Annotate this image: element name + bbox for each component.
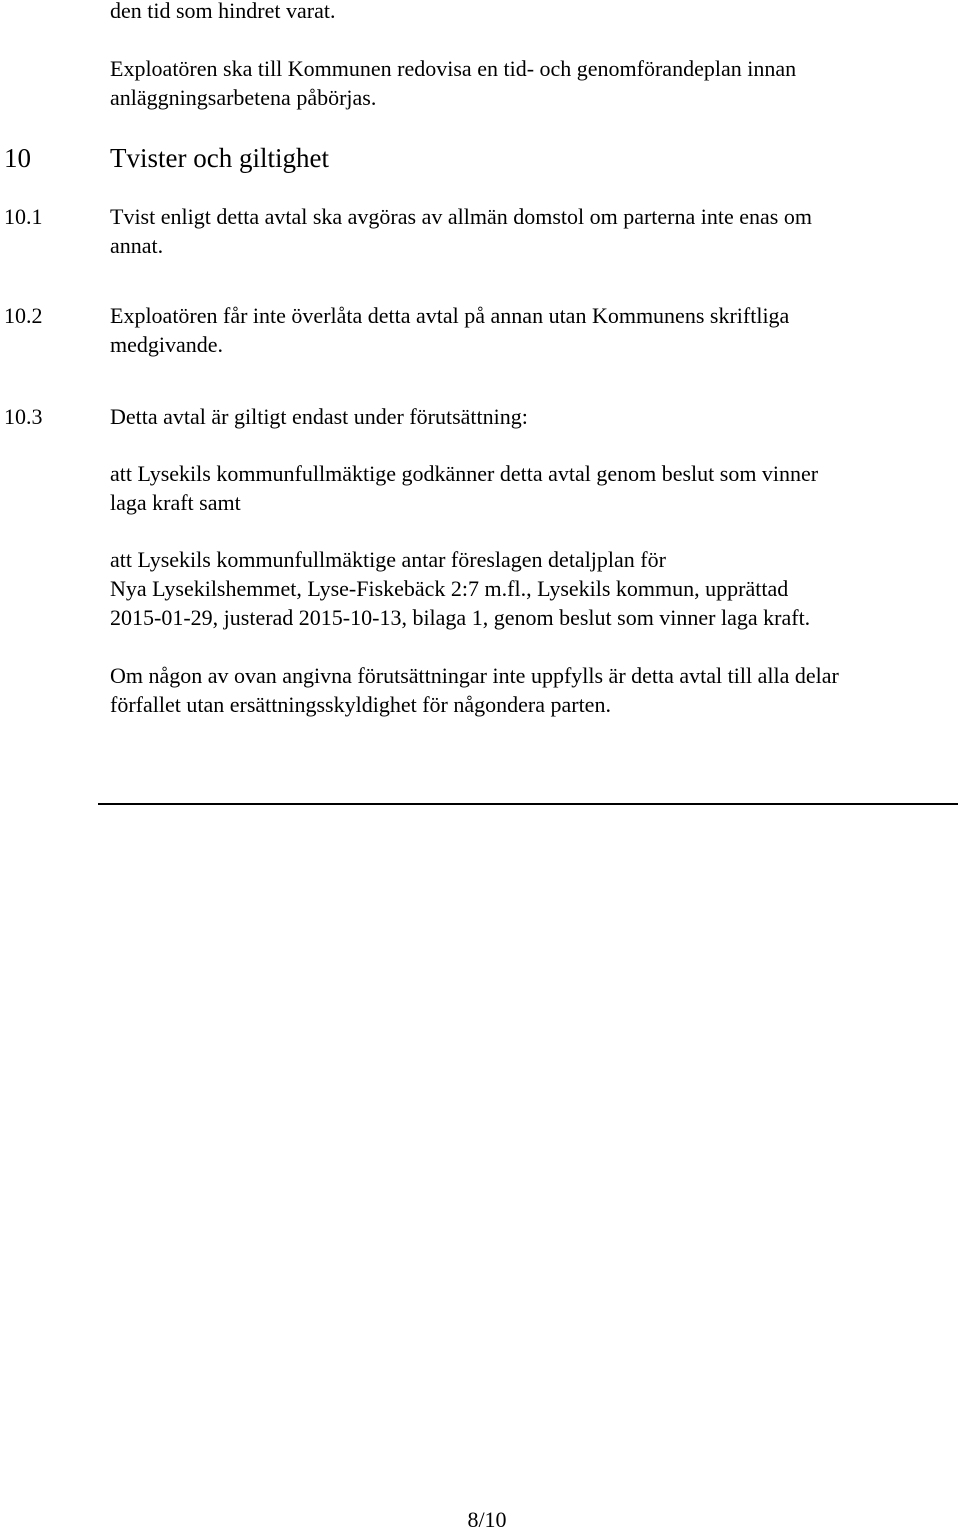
- clause-text-line: Detta avtal är giltigt endast under förutsättning:: [110, 404, 528, 429]
- intro-text: den tid som hindret varat.: [110, 0, 336, 23]
- condition-line: Om någon av ovan angivna förutsättningar inte uppfylls är detta avtal till alla delar: [110, 663, 839, 688]
- condition-line: förfallet utan ersättningsskyldighet för någondera parten.: [110, 692, 611, 717]
- clause-text-line: Exploatören får inte överlåta detta avtal på annan utan Kommunens skriftliga: [110, 303, 790, 328]
- condition-line: 2015-01-29, justerad 2015-10-13, bilaga 1, genom beslut som vinner laga kraft.: [110, 605, 811, 630]
- condition-line: att Lysekils kommunfullmäktige antar föreslagen detaljplan för: [110, 547, 666, 572]
- condition-line: laga kraft samt: [110, 490, 241, 515]
- clause-text-line: medgivande.: [110, 332, 224, 357]
- intro-paragraph-line: anläggningsarbetena påbörjas.: [110, 85, 377, 110]
- divider-line: [98, 803, 958, 805]
- section-title: Tvister och giltighet: [110, 143, 329, 173]
- clause-text-line: annat.: [110, 233, 164, 258]
- page-number: 8/10: [467, 1507, 507, 1532]
- intro-paragraph-line: Exploatören ska till Kommunen redovisa en tid- och genomförandeplan innan: [110, 56, 797, 81]
- condition-line: Nya Lysekilshemmet, Lyse-Fiskebäck 2:7 m.fl., Lysekils kommun, upprättad: [110, 576, 789, 601]
- clause-text-line: Tvist enligt detta avtal ska avgöras av allmän domstol om parterna inte enas om: [110, 204, 812, 229]
- clause-number: 10.2: [4, 303, 43, 328]
- section-number: 10: [4, 143, 31, 173]
- condition-line: att Lysekils kommunfullmäktige godkänner detta avtal genom beslut som vinner: [110, 461, 819, 486]
- clause-number: 10.3: [4, 404, 43, 429]
- clause-number: 10.1: [4, 204, 43, 229]
